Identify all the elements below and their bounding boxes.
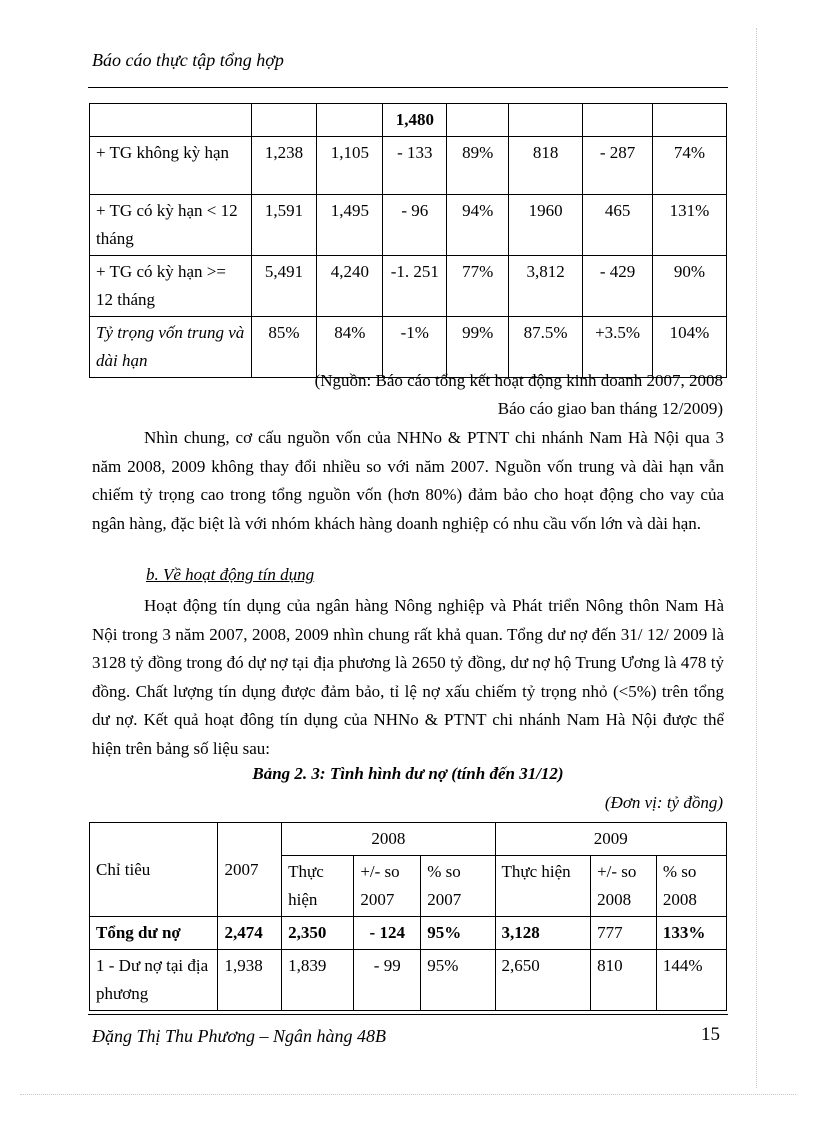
table-cell: 1,591 [251, 195, 317, 256]
table-cell: +3.5% [583, 317, 653, 378]
table-cell [447, 104, 509, 137]
header-2007: 2007 [218, 823, 282, 917]
table-cell: 89% [447, 137, 509, 195]
table-cell: 85% [251, 317, 317, 378]
table-cell: 133% [656, 917, 726, 950]
header-pct-2007: % so 2007 [421, 856, 495, 917]
table-cell: - 99 [354, 950, 421, 1011]
header-rule [88, 87, 728, 88]
table-cell: 465 [583, 195, 653, 256]
table-cell: 74% [653, 137, 727, 195]
table-cell: 87.5% [509, 317, 583, 378]
source-note-line2: Báo cáo giao ban tháng 12/2009) [497, 399, 723, 418]
table-cell [317, 104, 383, 137]
table-cell: 94% [447, 195, 509, 256]
table-cell: - 429 [583, 256, 653, 317]
row-label: + TG có kỳ hạn < 12 tháng [90, 195, 252, 256]
row-label: + TG có kỳ hạn >= 12 tháng [90, 256, 252, 317]
row-label: + TG không kỳ hạn [90, 137, 252, 195]
table-cell: 144% [656, 950, 726, 1011]
table-cell: 1,495 [317, 195, 383, 256]
table-cell: 95% [421, 950, 495, 1011]
table-cell: 2,474 [218, 917, 282, 950]
table-cell [251, 104, 317, 137]
table-row [90, 256, 727, 317]
row-label: Tổng dư nợ [90, 917, 218, 950]
footer-rule [88, 1014, 728, 1015]
table-cell: 1960 [509, 195, 583, 256]
table-cell: - 287 [583, 137, 653, 195]
table-cell: 3,128 [495, 917, 591, 950]
page-header: Báo cáo thực tập tổng hợp [92, 50, 284, 70]
table-cell: 104% [653, 317, 727, 378]
table-cell: -1% [383, 317, 447, 378]
page-border-right [756, 28, 757, 1088]
table-cell: 131% [653, 195, 727, 256]
outstanding-loans-table [89, 822, 727, 1011]
table-cell: 1,938 [218, 950, 282, 1011]
page-border-bottom [20, 1094, 796, 1095]
table-row [90, 917, 727, 950]
table-cell: 1,480 [383, 104, 447, 137]
header-2009: 2009 [495, 823, 726, 856]
table-cell: 95% [421, 917, 495, 950]
table-title: Bảng 2. 3: Tình hình dư nợ (tính đến 31/12) [252, 764, 564, 783]
header-diff-2008: +/- so 2008 [591, 856, 657, 917]
row-label [90, 104, 252, 137]
table-cell: 99% [447, 317, 509, 378]
table-unit: (Đơn vị: tỷ đồng) [604, 793, 723, 812]
source-note-line1: (Nguồn: Báo cáo tổng kết hoạt động kinh doanh 2007, 2008 [314, 371, 723, 390]
funding-table-continuation [89, 103, 727, 378]
table-cell [509, 104, 583, 137]
table-cell: 90% [653, 256, 727, 317]
table-cell: 1,105 [317, 137, 383, 195]
table-cell: 2,650 [495, 950, 591, 1011]
header-indicator: Chỉ tiêu [90, 823, 218, 917]
table-cell: 2,350 [282, 917, 354, 950]
table-cell: 84% [317, 317, 383, 378]
table-cell: -1. 251 [383, 256, 447, 317]
header-diff-2007: +/- so 2007 [354, 856, 421, 917]
table-row [90, 137, 727, 195]
table-cell: 810 [591, 950, 657, 1011]
table-cell: 777 [591, 917, 657, 950]
table-cell: - 96 [383, 195, 447, 256]
header-actual-2008: Thực hiện [282, 856, 354, 917]
table-cell: 3,812 [509, 256, 583, 317]
table-cell: 4,240 [317, 256, 383, 317]
row-label: Tỷ trọng vốn trung và dài hạn [90, 317, 252, 378]
table-cell: 77% [447, 256, 509, 317]
table-cell: - 124 [354, 917, 421, 950]
header-2008: 2008 [282, 823, 495, 856]
table-cell [583, 104, 653, 137]
table-cell: 1,839 [282, 950, 354, 1011]
table-cell [653, 104, 727, 137]
paragraph-credit-activity: Hoạt động tín dụng của ngân hàng Nông nghiệp và Phát triển Nông thôn Nam Hà Nội trong 3 năm 2007, 2008, 2009 nhìn chung rất khả quan. Tổng dư nợ đến 31/ 12/ 2009 là 3128 tỷ đồng trong đó dự nợ tại địa phương là 2650 tỷ đồng, dư nợ hộ Trung Ương là 478 tỷ đồng. Chất lượng tín dụng được đảm bảo, tỉ lệ nợ xấu chiếm tỷ trọng nhỏ (<5%) trên tổng dư nợ. Kết quả hoạt đông tín dụng của NHNo & PTNT chi nhánh Nam Hà Nội được thể hiện trên bảng số liệu sau: [92, 596, 724, 758]
header-actual-2009: Thực hiện [495, 856, 591, 917]
table-cell: 5,491 [251, 256, 317, 317]
table-row [90, 104, 727, 137]
paragraph-funding-summary: Nhìn chung, cơ cấu nguồn vốn của NHNo & PTNT chi nhánh Nam Hà Nội qua 3 năm 2008, 2009 không thay đổi nhiều so với năm 2007. Nguồn vốn trung và dài hạn vẫn chiếm tỷ trọng cao trong tổng nguồn vốn (hơn 80%) đảm bảo cho hoạt động cho vay của ngân hàng, đặc biệt là với nhóm khách hàng doanh nghiệp có nhu cầu vốn lớn và dài hạn. [92, 428, 724, 533]
table-row [90, 195, 727, 256]
footer-author: Đặng Thị Thu Phương – Ngân hàng 48B [92, 1026, 386, 1046]
table-cell: 1,238 [251, 137, 317, 195]
table-row [90, 950, 727, 1011]
table-cell: 818 [509, 137, 583, 195]
table-cell: - 133 [383, 137, 447, 195]
header-pct-2008: % so 2008 [656, 856, 726, 917]
section-heading-credit: b. Về hoạt động tín dụng [146, 565, 315, 584]
page-number: 15 [701, 1024, 720, 1045]
row-label: 1 - Dư nợ tại địa phương [90, 950, 218, 1011]
